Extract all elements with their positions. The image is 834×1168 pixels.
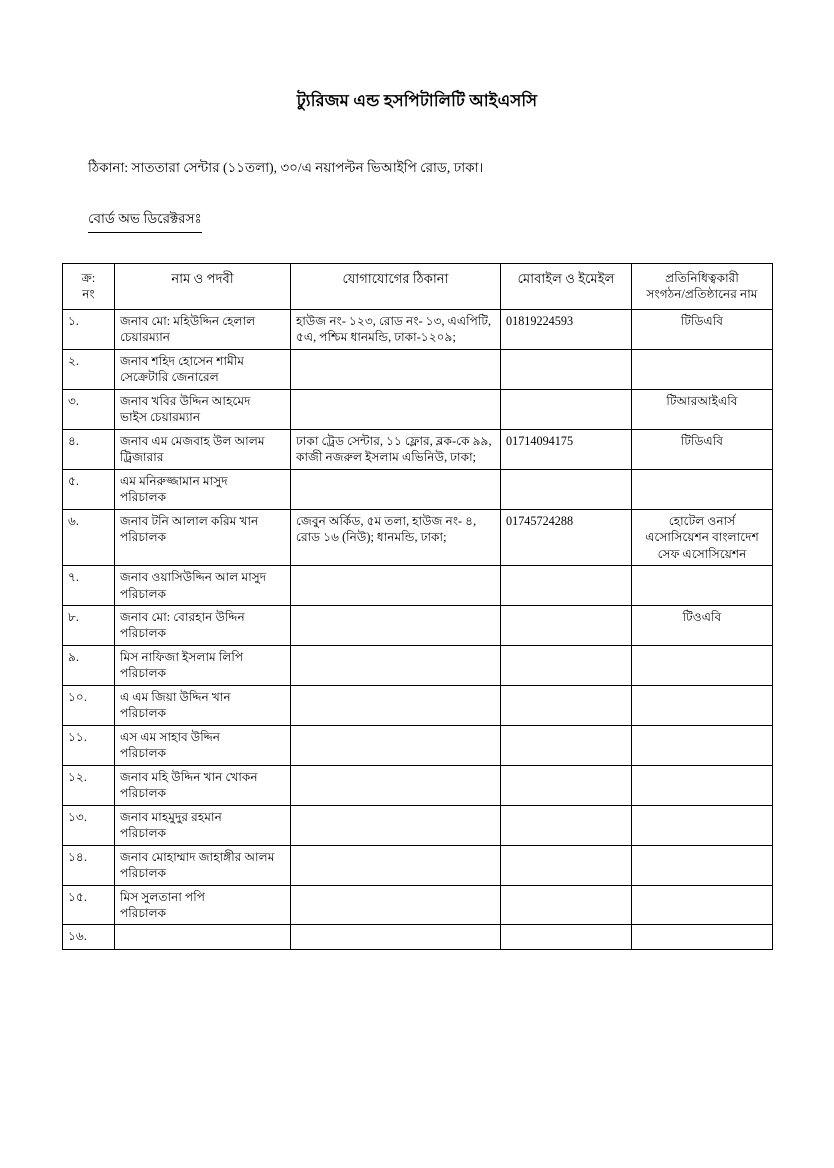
address-line: ঠিকানা: সাততারা সেন্টার (১১তলা), ৩০/এ নয়াপল্টন ভিআইপি রোড, ঢাকা। [88, 160, 484, 175]
cell-name-line2: পরিচালক [120, 490, 167, 505]
cell-name [115, 389, 291, 429]
cell-name-line2: ট্রিজারার [120, 450, 164, 465]
cell-serial: ৩. [63, 389, 115, 429]
cell-name-line1: এ এম জিয়া উদ্দিন খান [120, 689, 231, 704]
cell-organization: টিডিএবি [632, 429, 773, 469]
cell-organization: টিওএবি [632, 605, 773, 645]
table-row [63, 885, 773, 925]
table-header [63, 264, 773, 310]
cell-name-line2: ভাইস চেয়ারম্যান [120, 410, 201, 425]
table-row [63, 645, 773, 685]
cell-name [115, 605, 291, 645]
column-header-serial-line2: নং [82, 287, 95, 302]
table-header-row [63, 264, 773, 310]
cell-phone [501, 566, 632, 606]
table-row [63, 685, 773, 725]
cell-organization [632, 885, 773, 925]
table-row [63, 429, 773, 469]
cell-address [291, 805, 501, 845]
cell-name-line2: পরিচালক [120, 530, 167, 545]
cell-organization [632, 925, 773, 950]
table-row [63, 845, 773, 885]
cell-address [291, 645, 501, 685]
cell-phone [501, 765, 632, 805]
table-row [63, 925, 773, 950]
cell-serial: ৪. [63, 429, 115, 469]
cell-address [291, 349, 501, 389]
column-header-name: নাম ও পদবী [115, 264, 291, 310]
cell-organization [632, 566, 773, 606]
cell-name [115, 805, 291, 845]
cell-organization: টিআরআইএবি [632, 389, 773, 429]
cell-organization [632, 765, 773, 805]
cell-name-line1: মিস সুলতানা পপি [120, 889, 206, 904]
cell-phone [501, 845, 632, 885]
cell-phone [501, 605, 632, 645]
column-header-serial-line1: ক্র: [81, 271, 96, 285]
cell-phone: 01819224593 [501, 309, 632, 349]
cell-address [291, 566, 501, 606]
table-row [63, 309, 773, 349]
cell-address [291, 765, 501, 805]
page-title: ট্যুরিজম এন্ড হসপিটালিটি আইএসসি [296, 91, 538, 110]
cell-phone [501, 725, 632, 765]
cell-serial: ১. [63, 309, 115, 349]
cell-organization [632, 805, 773, 845]
cell-address [291, 725, 501, 765]
cell-serial: ১৬. [63, 925, 115, 950]
cell-name-line2: পরিচালক [120, 906, 167, 920]
cell-address [291, 925, 501, 950]
column-header-phone: মোবাইল ও ইমেইল [501, 264, 632, 310]
cell-name-line1: জনাব শহিদ হোসেন শামীম [120, 353, 245, 368]
cell-name-line1: জনাব এম মেজবাহ উল আলম [120, 433, 265, 448]
cell-name [115, 429, 291, 469]
cell-name-line1: এস এম সাহাব উদ্দিন [120, 729, 221, 744]
column-header-address: যোগাযোগের ঠিকানা [291, 264, 501, 310]
table-row [63, 349, 773, 389]
cell-address [291, 469, 501, 509]
cell-name-line1: মিস নাফিজা ইসলাম লিপি [120, 649, 244, 664]
cell-name-line1: জনাব মো: মহিউদ্দিন হেলাল [120, 313, 256, 328]
cell-serial: ৭. [63, 566, 115, 606]
cell-phone: 01745724288 [501, 509, 632, 565]
cell-phone [501, 349, 632, 389]
cell-name [115, 725, 291, 765]
cell-serial: ৬. [63, 509, 115, 565]
column-header-serial [63, 264, 115, 310]
cell-organization [632, 725, 773, 765]
cell-organization [632, 845, 773, 885]
cell-name-line2: পরিচালক [120, 786, 167, 801]
cell-name-line1: জনাব মোহাম্মাদ জাহাঙ্গীর আলম [120, 849, 275, 864]
cell-organization [632, 645, 773, 685]
cell-phone: 01714094175 [501, 429, 632, 469]
cell-serial: ৯. [63, 645, 115, 685]
document-page [0, 88, 834, 1168]
cell-name-line2: পরিচালক [120, 586, 167, 601]
cell-name [115, 685, 291, 725]
cell-serial: ১৩. [63, 805, 115, 845]
cell-name-line2: পরিচালক [120, 746, 167, 761]
cell-phone [501, 925, 632, 950]
cell-address [291, 685, 501, 725]
cell-organization: টিডিএবি [632, 309, 773, 349]
cell-name-line1: জনাব খবির উদ্দিন আহমেদ [120, 393, 251, 408]
cell-organization [632, 685, 773, 725]
table-row [63, 605, 773, 645]
cell-name-line2: পরিচালক [120, 706, 167, 721]
table-body [63, 309, 773, 950]
cell-name-line2: পরিচালক [120, 666, 167, 681]
table-row [63, 469, 773, 509]
cell-address [291, 605, 501, 645]
cell-address: ঢাকা ট্রেড সেন্টার, ১১ ফ্লোর, ব্লক-কে ৯৯, কাজী নজরুল ইসলাম এভিনিউ, ঢাকা; [291, 429, 501, 469]
cell-address: হাউজ নং- ১২৩, রোড নং- ১৩, এএপিটি, ৫এ, পশ্চিম ধানমন্ডি, ঢাকা-১২০৯; [291, 309, 501, 349]
cell-serial: ১০. [63, 685, 115, 725]
cell-name-line1: জনাব মো: বোরহান উদ্দিন [120, 609, 245, 624]
cell-phone [501, 389, 632, 429]
column-header-organization-line1: প্রতিনিধিত্বকারী [665, 271, 739, 285]
table-row [63, 765, 773, 805]
cell-name-line1: জনাব মহি উদ্দিন খান খোকন [120, 769, 258, 784]
table-row [63, 725, 773, 765]
cell-name [115, 309, 291, 349]
cell-serial: ৮. [63, 605, 115, 645]
table-row [63, 389, 773, 429]
cell-name-line2: সেক্রেটারি জেনারেল [120, 370, 219, 385]
cell-phone [501, 469, 632, 509]
cell-name [115, 885, 291, 925]
cell-name-line1: জনাব মাহমুদুর রহমান [120, 809, 222, 824]
cell-name [115, 509, 291, 565]
cell-name [115, 845, 291, 885]
table-row [63, 805, 773, 845]
table-row [63, 566, 773, 606]
cell-name [115, 349, 291, 389]
cell-phone [501, 645, 632, 685]
board-of-directors-heading: বোর্ড অভ ডিরেক্টরসঃ [88, 208, 202, 233]
cell-phone [501, 685, 632, 725]
cell-address [291, 885, 501, 925]
table-row [63, 509, 773, 565]
cell-serial: ১৫. [63, 885, 115, 925]
cell-organization [632, 349, 773, 389]
cell-address [291, 845, 501, 885]
cell-serial: ১১. [63, 725, 115, 765]
cell-name [115, 469, 291, 509]
cell-organization: হোটেল ওনার্স এসোসিয়েশন বাংলাদেশ সেফ এসোসিয়েশন [632, 509, 773, 565]
cell-name-line2: পরিচালক [120, 626, 167, 641]
cell-name-line2: পরিচালক [120, 826, 167, 841]
cell-address: জেবুন অর্কিড, ৫ম তলা, হাউজ নং- ৪, রোড ১৬ (নিউ); ধানমন্ডি, ঢাকা; [291, 509, 501, 565]
board-of-directors-table [62, 263, 773, 950]
cell-name-line1: জনাব ওয়াসিউদ্দিন আল মাসুদ [120, 570, 267, 585]
cell-serial: ১৪. [63, 845, 115, 885]
column-header-organization-line2: সংগঠন/প্রতিষ্ঠানের নাম [646, 287, 758, 302]
cell-address [291, 389, 501, 429]
cell-serial: ১২. [63, 765, 115, 805]
cell-name [115, 765, 291, 805]
cell-name [115, 645, 291, 685]
cell-name [115, 925, 291, 950]
column-header-organization [632, 264, 773, 310]
cell-name [115, 566, 291, 606]
cell-serial: ২. [63, 349, 115, 389]
cell-phone [501, 805, 632, 845]
cell-name-line2: পরিচালক [120, 866, 167, 881]
cell-serial: ৫. [63, 469, 115, 509]
cell-name-line1: জনাব টনি আলাল করিম খান [120, 513, 259, 528]
cell-organization [632, 469, 773, 509]
cell-name-line2: চেয়ারম্যান [120, 330, 171, 345]
board-table-container [62, 263, 772, 950]
cell-name-line1: এম মনিরুজ্জামান মাসুদ [120, 473, 228, 488]
cell-phone [501, 885, 632, 925]
